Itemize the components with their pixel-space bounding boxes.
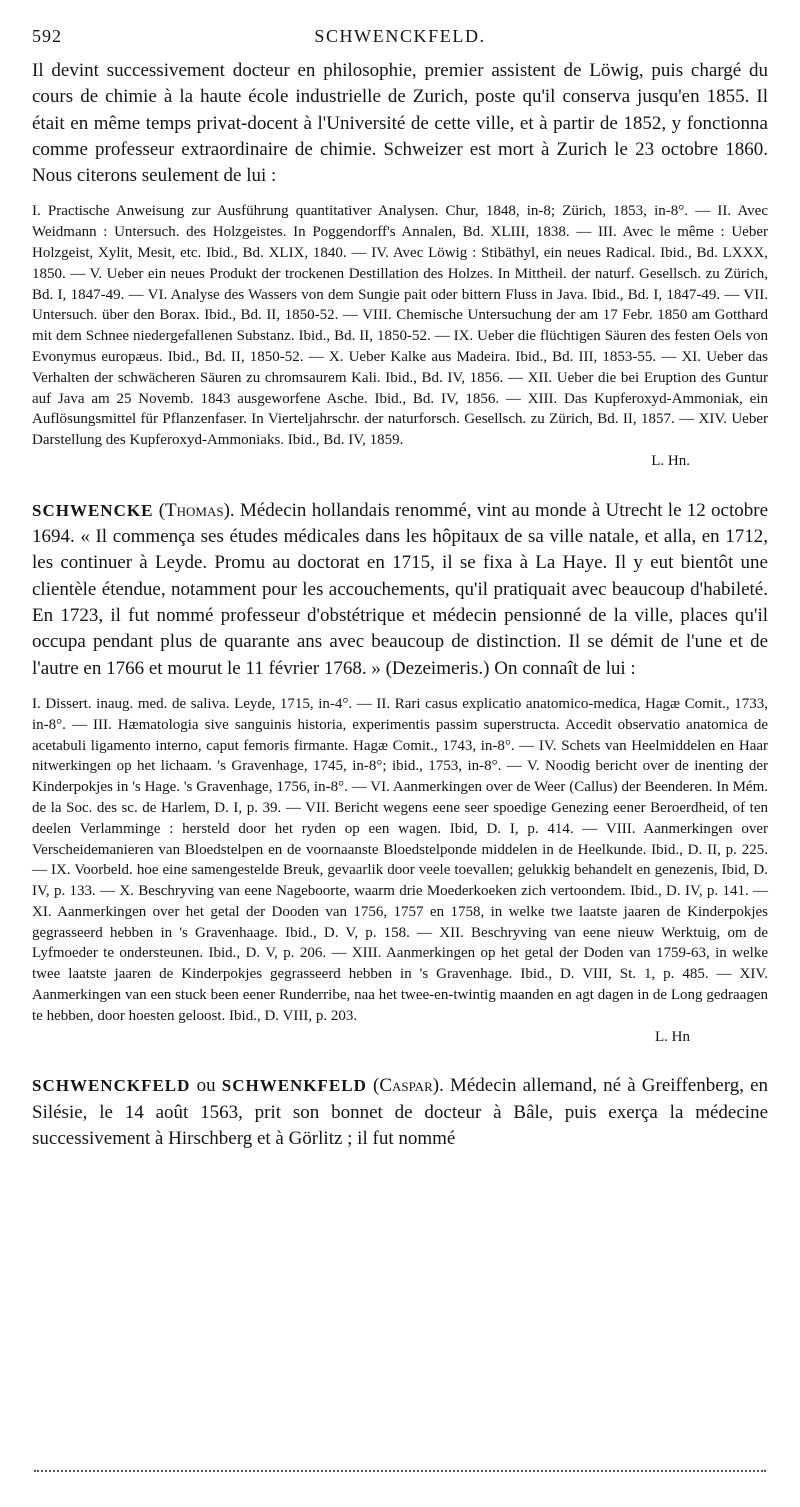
entry-schwenckfeld-paragraph — [32, 1073, 768, 1152]
entry-schwencke-name: SCHWENCKE — [32, 500, 154, 520]
entry-schwencke — [32, 498, 768, 1048]
entry-schwencke-bibliography-text: I. Dissert. inaug. med. de saliva. Leyde, 1715, in-4°. — II. Rari casus explicatio anatomico-medica, Hagæ Comit., 1733, in-8°. — III. Hæmatologia sive sanguinis historia, experimentis passim superstructa. Accedit observatio anatomica de acetabuli ligamento interno, caput femoris firmante. Hagæ Comit., 1743, in-8°. — IV. Schets van Heelmiddelen en Haar nitwerkingen op het lichaam. 's Gravenhage, 1745, in-8°; ibid., 1753, in-8°. — V. Noodig bericht over de inenting der Kinderpokjes in 's Hage. 's Gravenhage, 1756, in-8°. — VI. Aanmerkingen over de Weer (Callus) der Beenderen. In Mém. de la Soc. des sc. de Harlem, D. I, p. 39. — VII. Bericht wegens eene seer spoedige Genezing eener Beroerdheid, of ten deelen Verlamminge : hersteld door het ryden op een wagen. Ibid, D. I, p. 414. — VIII. Aanmerkingen over Verscheidemanieren van Bloedstelpen en de voornaanste Bloedstelponde middelen in de Heelkunde. Ibid., D. II, p. 225. — IX. Voorbeld. hoe eine samengestelde Breuk, gevaarlik door veele toevallen; gelukkig behandelt en genezenis, Ibid, D. IV, p. 133. — X. Beschryving van eene Nageboorte, waarm drie Moederkoeken zich vertoondem. Ibid., D. IV, p. 141. — XI. Aanmerkingen over het getal der Dooden van 1756, 1757 en 1758, in welke twe laatste jaaren de Kinderpokjes gegrasseerd hebben in 's Gravenhaage. Ibid., D. V, p. 158. — XII. Beschryving van eene nieuw Werktuig, om de Lyfmoeder te ondersteunen. Ibid., D. V, p. 206. — XIII. Aanmerkingen op het getal der Doden van 1759-63, in welke twee laatste jaaren de Kinderpokjes gegrasseerd hebben in 's Gravenhage. Ibid., D. VIII, St. 1, p. 485. — XIV. Aanmerkingen van een stuck been eener Runderribe, naa het twee-en-twintig maanden en agt dagen in de Long gedraagen te hebben, door hoesten geloost. Ibid., D. VIII, p. 203. — [32, 695, 768, 1024]
intro-bibliography-text: I. Practische Anweisung zur Ausführung quantitativer Analysen. Chur, 1848, in-8; Zürich, 1853, in-8°. — II. Avec Weidmann : Untersuch. des Holzgeistes. In Poggendorff's Annalen, Bd. XLIII, 1838. — III. Avec le même : Ueber Holzgeist, Xylit, Mesit, etc. Ibid., Bd. XLIX, 1840. — IV. Avec Löwig : Stibäthyl, ein neues Radical. Ibid., Bd. LXXX, 1850. — V. Ueber ein neues Produkt der trockenen Destillation des Holzes. In Mittheil. der naturf. Gesellsch. zu Zürich, Bd. I, 1847-49. — VI. Analyse des Wassers von dem Sungie pait oder bittern Fluss in Java. Ibid., Bd. I, 1847-49. — VII. Untersuch. über den Borax. Ibid., Bd. II, 1850-52. — VIII. Chemische Untersuchung der am 17 Febr. 1850 am Gotthard mit dem Schnee niedergefallenen Substanz. Ibid., Bd. II, 1850-52. — IX. Ueber die flüchtigen Säuren des festen Oels von Evonymus europæus. Ibid., Bd. II, 1850-52. — X. Ueber Kalke aus Madeira. Ibid., Bd. III, 1853-55. — XI. Ueber das Verhalten der schwächeren Säuren zu chromsaurem Kali. Ibid., Bd. IV, 1856. — XII. Ueber die bei Eruption des Guntur auf Java am 25 Novemb. 1843 ausgeworfene Asche. Ibid., Bd. IV, 1856. — XIII. Das Kupferoxyd-Ammoniak, ein Auflösungsmittel für Pflanzenfaser. In Vierteljahrschr. der naturforsch. Gesellsch. zu Zürich, Bd. II, 1857. — XIV. Ueber Darstellung des Kupferoxyd-Ammoniaks. Ibid., Bd. IV, 1859. — [32, 203, 768, 449]
page-header — [32, 26, 768, 52]
entry-schwenckfeld — [32, 1073, 768, 1152]
entry-schwenckfeld-joiner: ou — [196, 1075, 216, 1097]
intro-paragraph: Il devint successivement docteur en philosophie, premier assistent de Löwig, puis chargé du cours de chimie à la haute école industrielle de Zurich, poste qu'il conserva jusqu'en 1855. Il était en même temps privat-docent à l'Université de cette ville, et à partir de 1852, y fonctionna comme professeur extraordinaire de chimie. Schweizer est mort à Zurich le 23 octobre 1860. Nous citerons seulement de lui : — [32, 60, 768, 187]
intro-signature: L. Hn. — [651, 453, 690, 470]
entry-schwencke-first-name: (Thomas). — [158, 499, 235, 521]
entry-schwenckfeld-text: Médecin allemand, né à Greiffenberg, en Silésie, le 14 août 1563, prit son bonnet de docteur à Bâle, puis exerça la médecine successivement à Hirschberg et à Görlitz ; il fut nommé — [32, 1075, 769, 1150]
footer-dotted-rule — [34, 1470, 766, 1472]
running-title: SCHWENCKFELD. — [314, 26, 486, 46]
entry-schwencke-text: Médecin hollandais renommé, vint au monde à Utrecht le 12 octobre 1694. « Il commença ses études médicales dans les hôpitaux de sa ville natale, et alla, en 1712, les continuer à Leyde. Promu au doctorat en 1715, il se fixa à La Haye. Il y eut bientôt une clientèle étendue, notamment pour les accouchements, qu'il pratiquait avec beaucoup d'habileté. En 1723, il fut nommé professeur d'obstétrique et médecin pensionné de la ville, places qu'il occupa pendant plus de quarante ans avec beaucoup de distinction. Il se démit de l'une et de l'autre en 1766 et mourut le 11 février 1768. » (Dezeimeris.) On connaît de lui : — [32, 499, 769, 679]
intro-bibliography — [32, 201, 768, 471]
entry-schwencke-paragraph — [32, 498, 768, 682]
entry-schwencke-bibliography — [32, 694, 768, 1048]
entry-schwenckfeld-name: SCHWENCKFELD — [32, 1076, 191, 1096]
page-number: 592 — [32, 26, 62, 46]
entry-schwenckfeld-alt-name: SCHWENKFELD — [221, 1076, 367, 1096]
entry-schwencke-signature: L. Hn — [655, 1028, 690, 1045]
entry-schwenckfeld-first-name: (Caspar). — [373, 1075, 444, 1097]
